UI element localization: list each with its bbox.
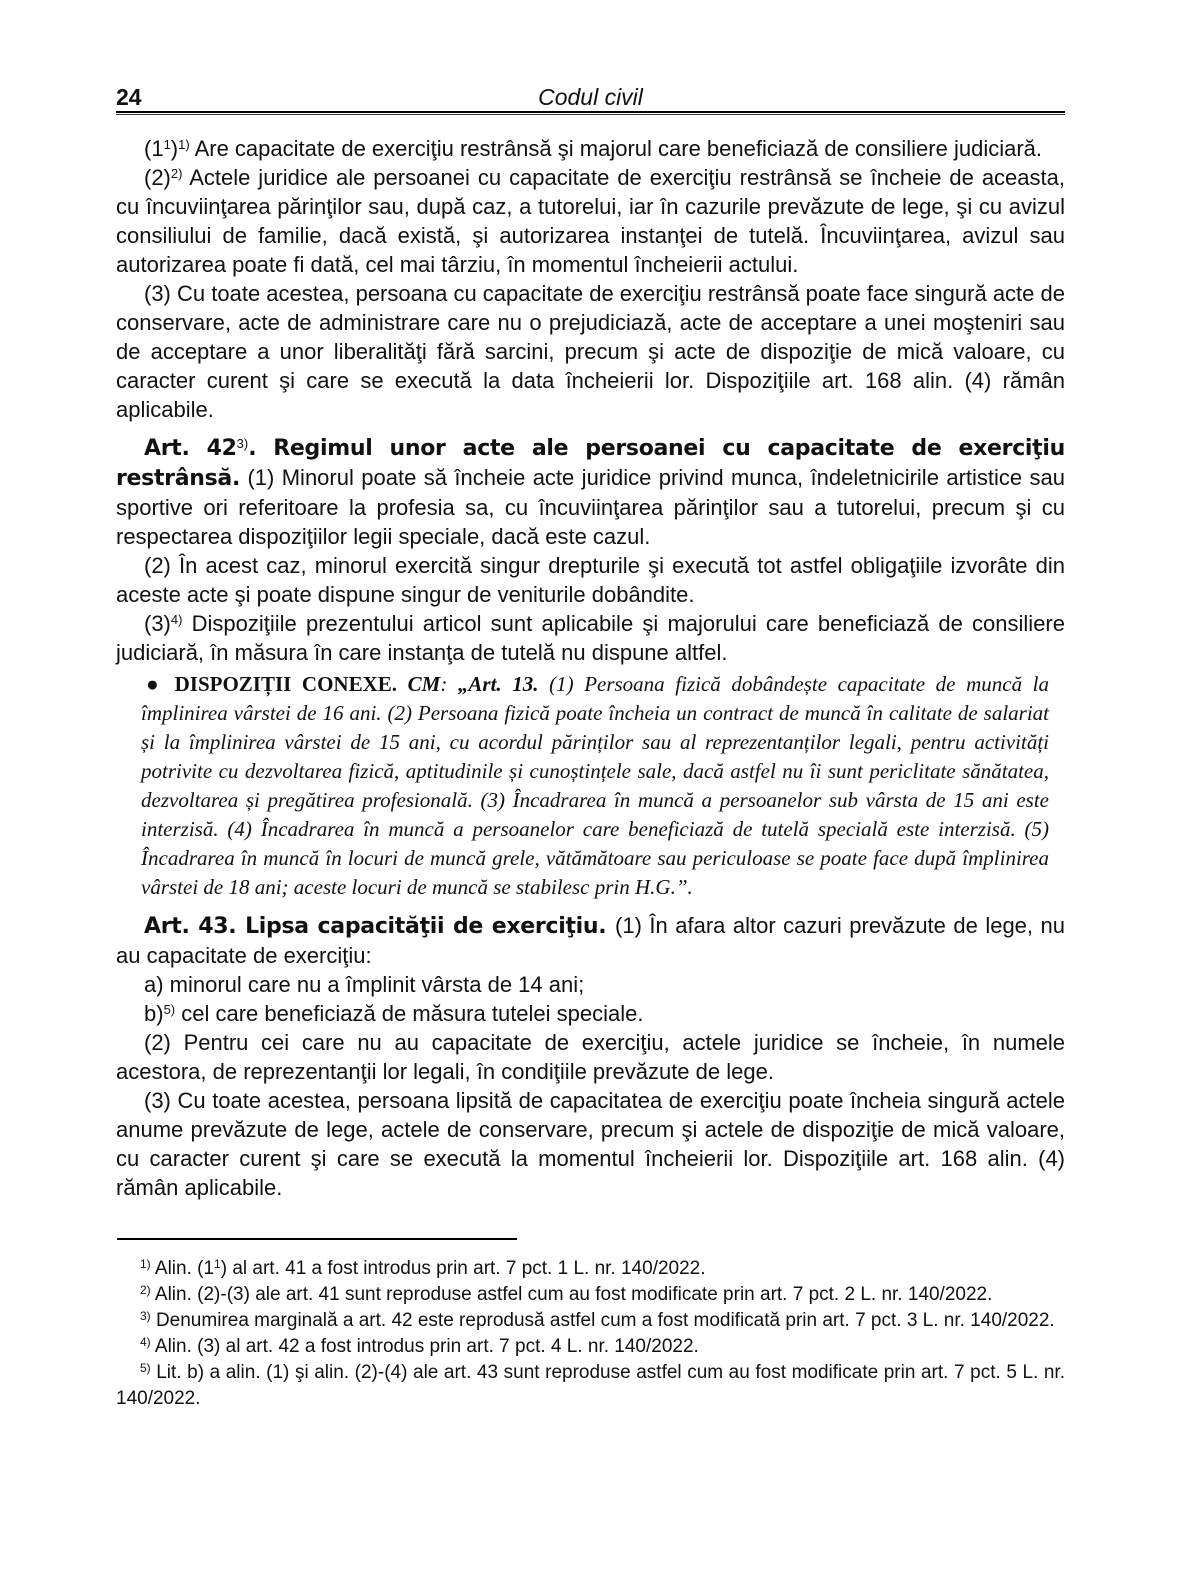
footnote-list: [116, 1256, 1065, 1412]
text-run: (1) Persoana fizică dobândește capacitate de muncă la împlinirea vârstei de 16 ani. (2) Persoana fizică poate încheia un contract de muncă în calitate de salariat și la împlinirea vârstei de 15 ani, cu acordul părinților sau al reprezentanților legali, pentru activități potrivite cu dezvoltarea fizică, aptitudinile și cunoștințele sale, dacă astfel nu îi sunt periclitate sănătatea, dezvoltarea și pregătirea profesională. (3) Încadrarea în muncă a persoanelor sub vârsta de 15 ani este interzisă. (4) Încadrarea în muncă a persoanelor care beneficiază de tutelă specială este interzisă. (5) Încadrarea în muncă în locuri de muncă grele, vătămătoare sau periculoase se poate face după împlinirea vârstei de 18 ani; aceste locuri de muncă se stabilesc prin H.G.”.: [141, 672, 1049, 899]
text-run: (1) În afara altor cazuri prevăzute de lege, nu au capacitate de exerciţiu:: [116, 913, 1065, 968]
footnote-ref-superscript: 5): [163, 1002, 176, 1017]
text-run: (2): [144, 165, 171, 190]
text-run: Art. 42: [144, 436, 237, 461]
text-run: . Regimul unor acte ale persoanei cu capacitate de exerciţiu restrânsă.: [116, 436, 1065, 491]
par-art42-alin2: [116, 551, 1065, 609]
par-art43-lit-a: [116, 970, 1065, 999]
document-body: [116, 134, 1065, 1202]
text-run: CM: [407, 672, 441, 696]
par-art42-heading-alin1: [116, 433, 1065, 551]
footnote-5: [116, 1360, 1065, 1412]
par-art43-heading-alin1: [116, 911, 1065, 970]
footnote-2: [116, 1282, 1065, 1308]
text-run: :: [440, 672, 458, 696]
footnote-3: [116, 1308, 1065, 1334]
page-header: [116, 84, 1065, 111]
text-run: (3) Cu toate acestea, persoana cu capacitate de exerciţiu restrânsă poate face singură acte de conservare, acte de administrare care nu o prejudiciază, acte de acceptare a unei moşteniri sau de acceptare a unor liberalităţi fără sarcini, precum şi acte de dispoziţie de mică valoare, cu caracter curent şi care se execută la data încheierii lor. Dispoziţiile art. 168 alin. (4) rămân aplicabile.: [116, 281, 1065, 422]
running-title: Codul civil: [538, 84, 643, 110]
par-art43-alin2: [116, 1028, 1065, 1086]
text-run: (1) Minorul poate să încheie acte juridice privind munca, îndeletnicirile artistice sau sportive ori referitoare la profesia sa, cu încuviinţarea părinţilor sau a tutorelui, precum şi cu respectarea dispoziţiilor legii speciale, dacă este cazul.: [116, 465, 1065, 549]
par-art41-alin2: [116, 163, 1065, 279]
footnote-ref-superscript: 3): [236, 436, 249, 451]
text-run: Alin. (2)-(3) ale art. 41 sunt reproduse astfel cum au fost modificate prin art. 7 pct. 2 L. nr. 140/2022.: [150, 1284, 993, 1305]
par-art43-alin3: [116, 1086, 1065, 1202]
header-rule-thin: [116, 114, 1065, 115]
header-rule: [116, 111, 1065, 115]
text-run: cel care beneficiază de măsura tutelei speciale.: [175, 1001, 644, 1026]
text-run: „Art. 13.: [457, 672, 550, 696]
text-run: a) minorul care nu a împlinit vârsta de 14 ani;: [144, 972, 585, 997]
text-run: (2) Pentru cei care nu au capacitate de exerciţiu, actele juridice se încheie, în numele acestora, de reprezentanţii lor legali, în condiţiile prevăzute de lege.: [116, 1030, 1065, 1084]
text-run: Lit. b) a alin. (1) şi alin. (2)-(4) ale art. 43 sunt reproduse astfel cum au fost modificate prin art. 7 pct. 5 L. nr. 140/2022.: [116, 1362, 1065, 1409]
footnote-ref-superscript: 4): [170, 612, 183, 627]
footnote-ref-superscript: 1): [178, 137, 190, 152]
par-art41-alin3: [116, 279, 1065, 424]
footnote-ref-superscript: 4): [140, 1335, 151, 1349]
text-run: Are capacitate de exerciţiu restrânsă şi majorul care beneficiază de consiliere judiciară.: [189, 136, 1043, 161]
par-dispozitii-conexe: [141, 670, 1049, 902]
text-run: b): [144, 1001, 164, 1026]
text-run: (3): [144, 611, 171, 636]
footnote-ref-superscript: 1: [163, 137, 171, 152]
text-run: Alin. (3) al art. 42 a fost introdus prin art. 7 pct. 4 L. nr. 140/2022.: [150, 1336, 699, 1357]
text-run: Alin. (1: [150, 1258, 215, 1279]
text-run: Actele juridice ale persoanei cu capacitate de exerciţiu restrânsă se încheie de aceasta, cu încuviinţarea părinţilor sau, după caz, a tutorelui, iar în cazurile prevăzute de lege, şi cu avizul consiliului de familie, dacă există, şi autorizarea instanţei de tutelă. Încuviinţarea, avizul sau autorizarea poate fi dată, cel mai târziu, în momentul încheierii actului.: [116, 165, 1065, 277]
footnote-4: [116, 1334, 1065, 1360]
text-run: Denumirea marginală a art. 42 este reprodusă astfel cum a fost modificată prin art. 7 pct. 3 L. nr. 140/2022.: [150, 1310, 1055, 1331]
text-run: Art. 43. Lipsa capacităţii de exerciţiu.: [144, 914, 616, 939]
footnotes-section: [116, 1238, 1065, 1412]
page-number: 24: [116, 84, 142, 110]
par-art41-alin1-1: [116, 134, 1065, 163]
text-run: ): [170, 136, 179, 161]
footnote-ref-superscript: 3): [140, 1309, 151, 1323]
text-run: ● DISPOZIȚII CONEXE.: [146, 672, 408, 696]
text-run: ) al art. 41 a fost introdus prin art. 7 pct. 1 L. nr. 140/2022.: [220, 1258, 706, 1279]
text-run: (3) Cu toate acestea, persoana lipsită de capacitatea de exerciţiu poate încheia singură actele anume prevăzute de lege, actele de conservare, precum şi actele de dispoziţie de mică valoare, cu caracter curent şi care se execută la momentul încheierii lor. Dispoziţiile art. 168 alin. (4) rămân aplicabile.: [116, 1088, 1065, 1200]
text-run: Dispoziţiile prezentului articol sunt aplicabile şi majorului care beneficiază de consiliere judiciară, în măsura în care instanţa de tutelă nu dispune altfel.: [116, 611, 1065, 665]
footnote-ref-superscript: 5): [140, 1361, 151, 1375]
footnote-ref-superscript: 1): [140, 1257, 151, 1271]
par-art43-lit-b: [116, 999, 1065, 1028]
footnote-separator: [117, 1238, 517, 1240]
footnote-ref-superscript: 2): [140, 1283, 151, 1297]
text-run: (1: [144, 136, 164, 161]
footnote-ref-superscript: 1: [214, 1257, 221, 1271]
footnote-1: [116, 1256, 1065, 1282]
header-rule-thick: [116, 111, 1065, 113]
text-run: (2) În acest caz, minorul exercită singur drepturile şi execută tot astfel obligaţiile izvorâte din aceste acte şi poate dispune singur de veniturile dobândite.: [116, 553, 1065, 607]
footnote-ref-superscript: 2): [170, 166, 183, 181]
par-art42-alin3: [116, 609, 1065, 667]
